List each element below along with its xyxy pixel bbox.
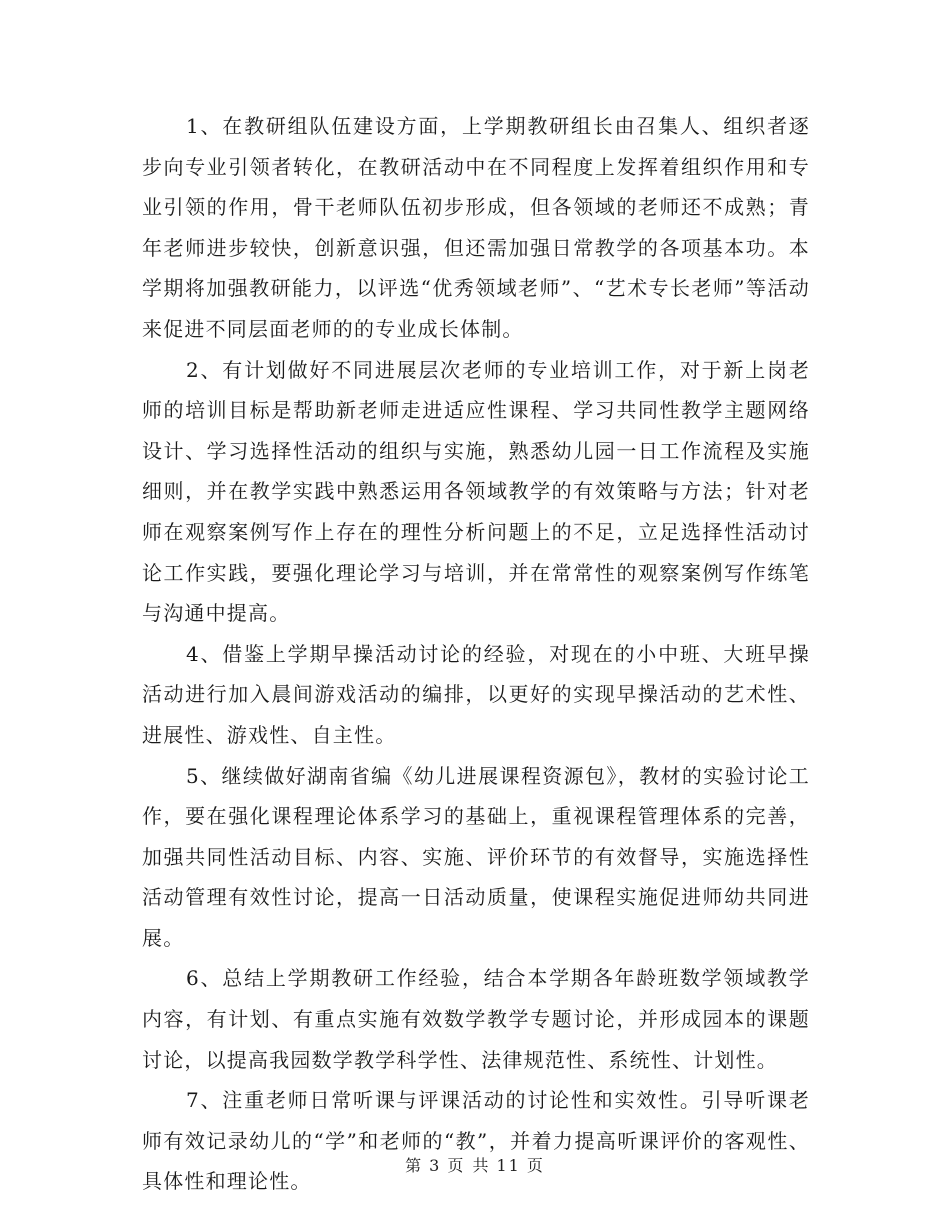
paragraph-1: 1、在教研组队伍建设方面，上学期教研组长由召集人、组织者逐步向专业引领者转化，在教研活动中在不同程度上发挥着组织作用和专业引领的作用，骨干老师队伍初步形成，但各领域的老师还不成熟；青年老师进步较快，创新意识强，但还需加强日常教学的各项基本功。本学期将加强教研能力，以评选“优秀领域老师”、“艺术专长老师”等活动来促进不同层面老师的的专业成长体制。 xyxy=(142,114,810,341)
footer-middle: 页 共 xyxy=(447,1156,491,1175)
paragraph-2: 2、有计划做好不同进展层次老师的专业培训工作，对于新上岗老师的培训目标是帮助新老师走进适应性课程、学习共同性教学主题网络设计、学习选择性活动的组织与实施，熟悉幼儿园一日工作流程及实施细则，并在教学实践中熟悉运用各领域教学的有效策略与方法；针对老师在观察案例写作上存在的理性分析问题上的不足，立足选择性活动讨论工作实践，要强化理论学习与培训，并在常常性的观察案例写作练笔与沟通中提高。 xyxy=(142,357,810,626)
paragraph-6: 6、总结上学期教研工作经验，结合本学期各年龄班数学领域教学内容，有计划、有重点实施有效数学教学专题讨论，并形成园本的课题讨论，以提高我园数学教学科学性、法律规范性、系统性、计划性。 xyxy=(142,966,810,1072)
footer-page-number: 3 xyxy=(429,1156,442,1175)
footer-suffix: 页 xyxy=(526,1156,545,1175)
paragraph-4: 4、借鉴上学期早操活动讨论的经验，对现在的小中班、大班早操活动进行加入晨间游戏活动的编排，以更好的实现早操活动的艺术性、进展性、游戏性、自主性。 xyxy=(142,641,810,747)
footer-total-pages: 11 xyxy=(496,1156,521,1175)
paragraph-5: 5、继续做好湖南省编《幼儿进展课程资源包》，教材的实验讨论工作，要在强化课程理论体系学习的基础上，重视课程管理体系的完善，加强共同性活动目标、内容、实施、评价环节的有效督导，实施选择性活动管理有效性讨论，提高一日活动质量，使课程实施促进师幼共同进展。 xyxy=(142,763,810,950)
paragraph-7: 7、注重老师日常听课与评课活动的讨论性和实效性。引导听课老师有效记录幼儿的“学”和老师的“教”，并着力提高听课评价的客观性、具体性和理论性。 xyxy=(142,1088,810,1194)
footer-prefix: 第 xyxy=(405,1156,424,1175)
page-footer xyxy=(0,1153,950,1176)
document-body xyxy=(142,106,810,1202)
